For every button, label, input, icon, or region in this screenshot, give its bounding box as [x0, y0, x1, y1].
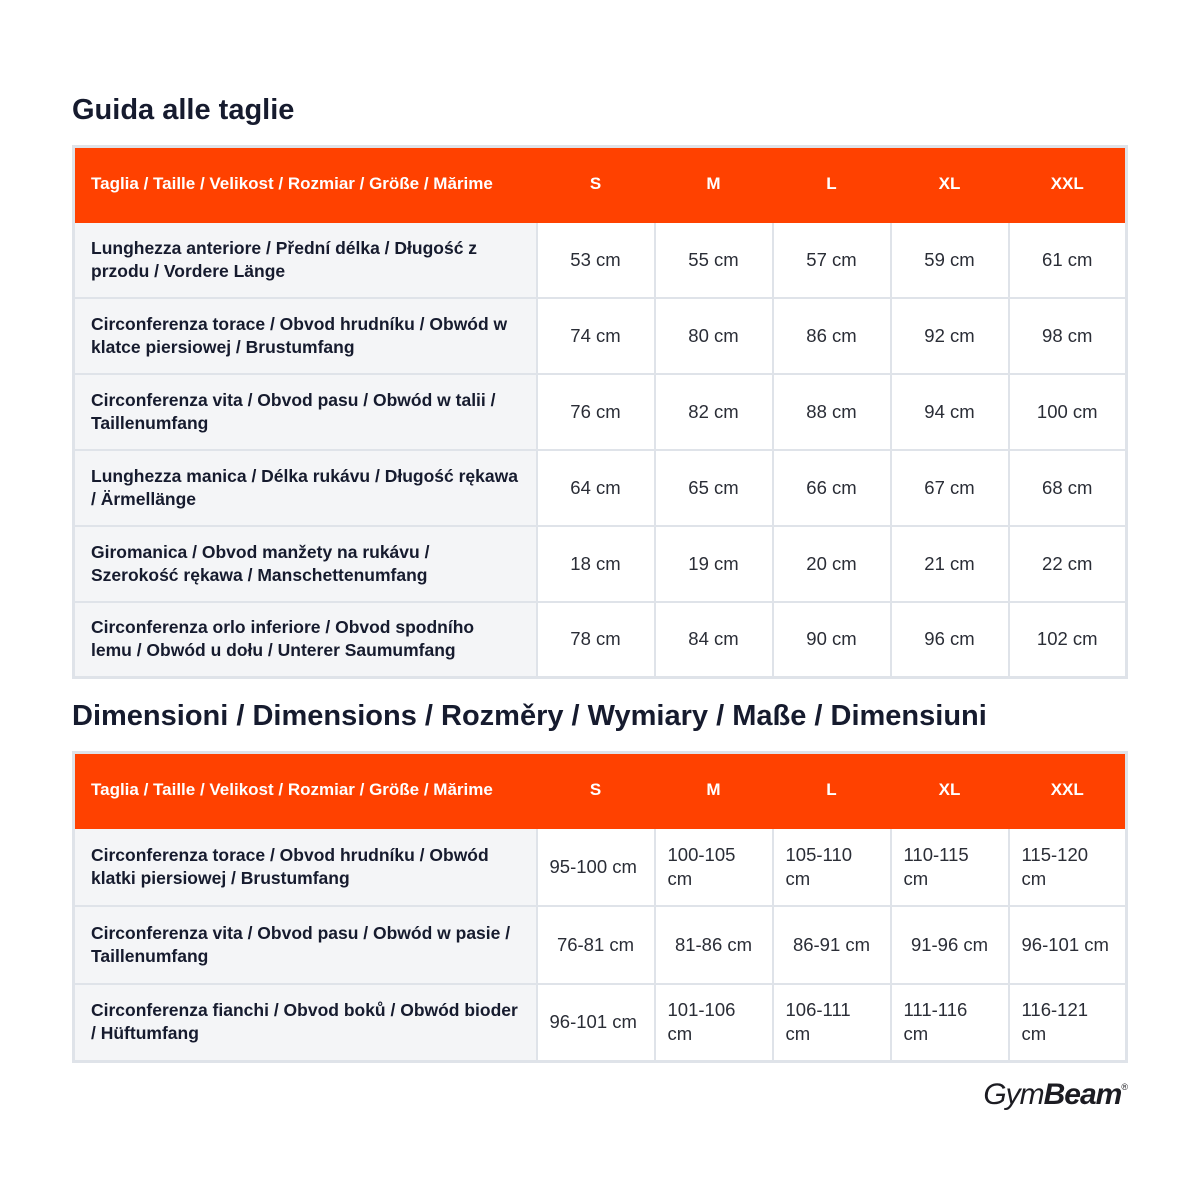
table-row-sleeve-length: [74, 450, 1127, 526]
table-cell: 102 cm: [1009, 602, 1127, 678]
table-cell: 96-101 cm: [1009, 906, 1127, 984]
table-row-hips: [74, 984, 1127, 1062]
row-label: Giromanica / Obvod manžety na rukávu / Szerokość rękawa / Manschettenumfang: [74, 526, 537, 602]
table-cell: 96-101 cm: [537, 984, 655, 1062]
table-cell: 64 cm: [537, 450, 655, 526]
table-cell: 67 cm: [891, 450, 1009, 526]
header-size-s: S: [537, 753, 655, 828]
size-guide-table: [72, 145, 1128, 679]
row-label: Circonferenza vita / Obvod pasu / Obwód w pasie / Taillenumfang: [74, 906, 537, 984]
header-size-m: M: [655, 753, 773, 828]
table-cell: 68 cm: [1009, 450, 1127, 526]
dimensions-table: [72, 751, 1128, 1063]
table-row-hem: [74, 602, 1127, 678]
table-cell: 57 cm: [773, 222, 891, 298]
table-cell: 76-81 cm: [537, 906, 655, 984]
table-cell: 22 cm: [1009, 526, 1127, 602]
table-cell: 95-100 cm: [537, 828, 655, 906]
table-cell: 53 cm: [537, 222, 655, 298]
header-size-m: M: [655, 147, 773, 222]
table-cell: 65 cm: [655, 450, 773, 526]
table-cell: 98 cm: [1009, 298, 1127, 374]
table-header-row: [74, 147, 1127, 222]
table-cell: 92 cm: [891, 298, 1009, 374]
table-cell: 82 cm: [655, 374, 773, 450]
table-cell: 110-115 cm: [891, 828, 1009, 906]
row-label: Circonferenza orlo inferiore / Obvod spodního lemu / Obwód u dołu / Unterer Saumumfang: [74, 602, 537, 678]
table-cell: 78 cm: [537, 602, 655, 678]
size-guide-title: Guida alle taglie: [72, 94, 295, 126]
header-size-s: S: [537, 147, 655, 222]
table-cell: 18 cm: [537, 526, 655, 602]
table-row-chest: [74, 828, 1127, 906]
table-cell: 88 cm: [773, 374, 891, 450]
table-cell: 100-105 cm: [655, 828, 773, 906]
table-row-cuff: [74, 526, 1127, 602]
table-cell: 94 cm: [891, 374, 1009, 450]
table-row-front-length: [74, 222, 1127, 298]
header-size-label: Taglia / Taille / Velikost / Rozmiar / Größe / Mărime: [74, 147, 537, 222]
row-label: Lunghezza anteriore / Přední délka / Długość z przodu / Vordere Länge: [74, 222, 537, 298]
table-header-row: [74, 753, 1127, 828]
table-cell: 96 cm: [891, 602, 1009, 678]
header-size-xl: XL: [891, 147, 1009, 222]
row-label: Lunghezza manica / Délka rukávu / Długość rękawa / Ärmellänge: [74, 450, 537, 526]
row-label: Circonferenza torace / Obvod hrudníku / Obwód w klatce piersiowej / Brustumfang: [74, 298, 537, 374]
table-cell: 81-86 cm: [655, 906, 773, 984]
header-size-xl: XL: [891, 753, 1009, 828]
table-cell: 86 cm: [773, 298, 891, 374]
table-cell: 105-110 cm: [773, 828, 891, 906]
logo-text-gym: Gym: [983, 1078, 1044, 1111]
header-size-xxl: XXL: [1009, 147, 1127, 222]
row-label: Circonferenza vita / Obvod pasu / Obwód w talii / Taillenumfang: [74, 374, 537, 450]
table-cell: 106-111 cm: [773, 984, 891, 1062]
table-cell: 19 cm: [655, 526, 773, 602]
logo-text-beam: Beam: [1043, 1078, 1122, 1111]
gymbeam-logo: [983, 1078, 1128, 1112]
header-size-xxl: XXL: [1009, 753, 1127, 828]
table-cell: 59 cm: [891, 222, 1009, 298]
table-cell: 76 cm: [537, 374, 655, 450]
table-cell: 115-120 cm: [1009, 828, 1127, 906]
table-cell: 86-91 cm: [773, 906, 891, 984]
header-size-l: L: [773, 147, 891, 222]
table-cell: 20 cm: [773, 526, 891, 602]
table-row-waist: [74, 906, 1127, 984]
dimensions-title: Dimensioni / Dimensions / Rozměry / Wymiary / Maße / Dimensiuni: [72, 700, 987, 732]
table-cell: 111-116 cm: [891, 984, 1009, 1062]
table-cell: 90 cm: [773, 602, 891, 678]
table-cell: 100 cm: [1009, 374, 1127, 450]
header-size-l: L: [773, 753, 891, 828]
table-cell: 91-96 cm: [891, 906, 1009, 984]
table-cell: 116-121 cm: [1009, 984, 1127, 1062]
header-size-label: Taglia / Taille / Velikost / Rozmiar / Größe / Mărime: [74, 753, 537, 828]
row-label: Circonferenza fianchi / Obvod boků / Obwód bioder / Hüftumfang: [74, 984, 537, 1062]
table-cell: 21 cm: [891, 526, 1009, 602]
table-cell: 84 cm: [655, 602, 773, 678]
table-row-waist: [74, 374, 1127, 450]
table-row-chest: [74, 298, 1127, 374]
table-cell: 55 cm: [655, 222, 773, 298]
table-cell: 66 cm: [773, 450, 891, 526]
registered-mark-icon: ®: [1121, 1082, 1128, 1092]
row-label: Circonferenza torace / Obvod hrudníku / Obwód klatki piersiowej / Brustumfang: [74, 828, 537, 906]
table-cell: 101-106 cm: [655, 984, 773, 1062]
table-cell: 61 cm: [1009, 222, 1127, 298]
table-cell: 74 cm: [537, 298, 655, 374]
table-cell: 80 cm: [655, 298, 773, 374]
